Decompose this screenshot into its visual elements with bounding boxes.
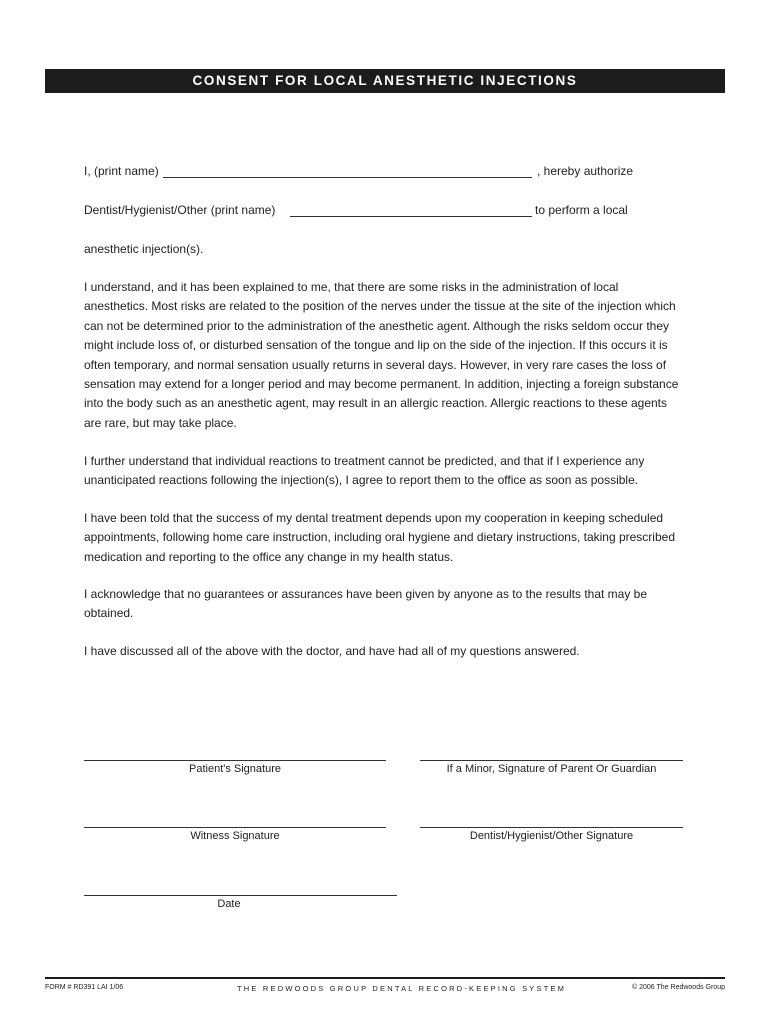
footer-rule: [45, 977, 725, 979]
dentist-signature-label: Dentist/Hygienist/Other Signature: [469, 830, 634, 842]
form-number: FORM # RD391 LAI 1/06: [45, 984, 124, 991]
reactions-paragraph: I further understand that individual reactions to treatment cannot be predicted, and that if I experience any unanticipated reactions following the injection(s), I agree to report them to the office as soon as possible.: [84, 454, 645, 488]
discussed-paragraph: I have discussed all of the above with the doctor, and have had all of my questions answered.: [84, 644, 580, 658]
date-label: Date: [217, 898, 241, 910]
authorize-text: , hereby authorize: [537, 164, 634, 178]
form-title: CONSENT FOR LOCAL ANESTHETIC INJECTIONS: [45, 69, 725, 93]
provider-name-label: Dentist/Hygienist/Other (print name): [84, 203, 276, 217]
print-name-field[interactable]: [163, 177, 532, 178]
dentist-signature-line[interactable]: [420, 827, 683, 828]
guardian-signature-line[interactable]: [420, 760, 683, 761]
perform-text: to perform a local: [535, 203, 628, 217]
guardian-signature-label: If a Minor, Signature of Parent Or Guardian: [446, 763, 657, 775]
provider-name-field[interactable]: [290, 216, 532, 217]
risks-paragraph: I understand, and it has been explained to me, that there are some risks in the administration of local anesthetics. Most risks are related to the position of the nerves under the tissue at the site of the injection which can not be determined prior to the administration of the anesthetic agent. Although the risks seldom occur they might include loss of, or disturbed sensation of the tongue and lip on the side of the injection. If this occurs it is often temporary, and normal sensation usually returns in several days. However, in very rare cases the loss of sensation may extend for a longer period and may become permanent. In addition, injecting a foreign substance into the body such as an anesthetic agent, may result in an allergic reaction. Allergic reactions to these agents are rare, but may take place.: [84, 280, 679, 430]
witness-signature-label: Witness Signature: [190, 830, 280, 842]
patient-signature-line[interactable]: [84, 760, 386, 761]
cooperation-paragraph: I have been told that the success of my dental treatment depends upon my cooperation in keeping scheduled appointments, following home care instruction, including oral hygiene and dietary instructions, taking prescribed medication and reporting to the office any change in my health status.: [84, 511, 675, 564]
copyright: © 2006 The Redwoods Group: [632, 984, 725, 991]
date-line[interactable]: [84, 895, 397, 896]
injection-text: anesthetic injection(s).: [84, 242, 204, 256]
guarantees-paragraph: I acknowledge that no guarantees or assurances have been given by anyone as to the results that may be obtained.: [84, 587, 648, 621]
patient-signature-label: Patient's Signature: [189, 763, 281, 775]
witness-signature-line[interactable]: [84, 827, 386, 828]
print-name-label: I, (print name): [84, 164, 159, 178]
system-name: THE REDWOODS GROUP DENTAL RECORD-KEEPING SYSTEM: [237, 984, 567, 993]
